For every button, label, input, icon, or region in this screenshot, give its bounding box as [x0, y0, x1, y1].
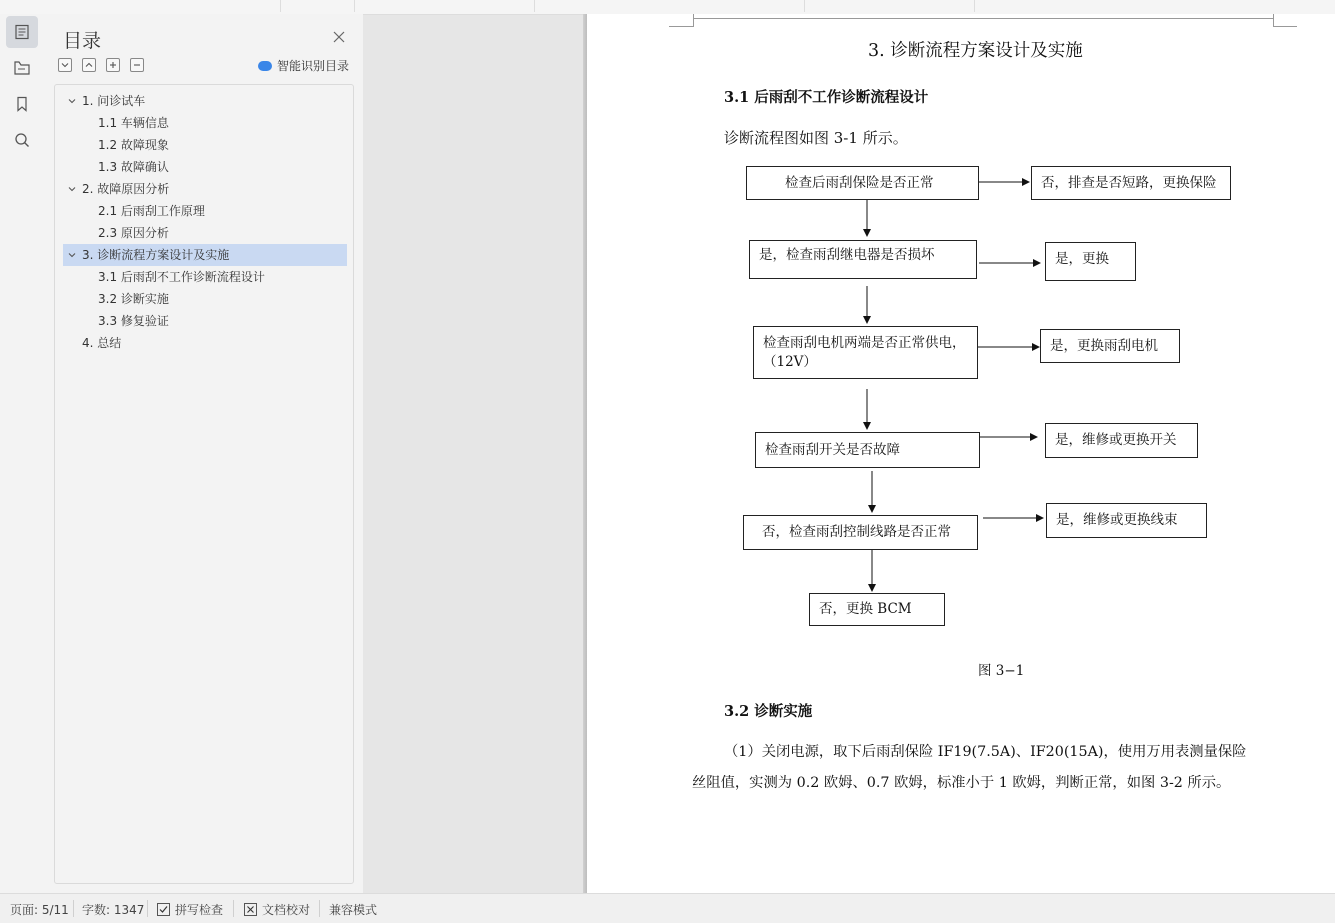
doc-proofread-button[interactable]: 文档校对	[244, 901, 310, 918]
divider	[319, 900, 320, 917]
add-heading-icon[interactable]	[106, 58, 120, 72]
toc-item-selected[interactable]: 3. 诊断流程方案设计及实施	[63, 244, 347, 266]
divider	[147, 900, 148, 917]
section-title: 3.2 诊断实施	[724, 703, 813, 720]
section-title: 3.1 后雨刮不工作诊断流程设计	[724, 89, 929, 106]
word-count[interactable]: 字数: 1347	[82, 903, 145, 917]
toc-list: 1. 问诊试车 1.1 车辆信息 1.2 故障现象 1.3 故障确认 2. 故障原因分析 2.1 后雨刮工作原理 2.3 原因分析 3. 诊断流程方案设计及实施 3.1 后雨刮不工作诊断流程设计 3.2 诊断实施 3.3 修复验证 4. 总结	[54, 84, 354, 884]
ruler-segment	[280, 0, 355, 12]
paragraph: 诊断流程图如图 3-1 所示。	[724, 129, 908, 147]
close-icon[interactable]	[332, 29, 346, 43]
paragraph-line: （1）关闭电源，取下后雨刮保险 IF19(7.5A)、IF20(15A)，使用万用表测量保险	[724, 744, 1247, 760]
smart-detect-toc-button[interactable]	[258, 57, 349, 74]
outline-icon[interactable]	[6, 52, 38, 84]
nav-icon-bar	[0, 14, 45, 893]
expand-up-icon[interactable]	[82, 58, 96, 72]
toc-view-icon[interactable]	[6, 16, 38, 48]
divider	[73, 900, 74, 917]
flow-outcome-box: 是，维修或更换线束	[1046, 503, 1207, 538]
checkbox-icon	[157, 903, 170, 916]
toc-panel	[44, 14, 363, 893]
divider	[233, 900, 234, 917]
compat-mode-label: 兼容模式	[329, 903, 378, 917]
status-bar	[0, 893, 1335, 923]
flow-step-box: 是，检查雨刮继电器是否损坏	[749, 240, 977, 279]
ruler-segment	[0, 0, 281, 12]
figure-caption: 图 3−1	[978, 663, 1025, 679]
ruler-segment	[804, 0, 975, 12]
bookmark-icon[interactable]	[6, 88, 38, 120]
chapter-title: 3. 诊断流程方案设计及实施	[868, 41, 1083, 61]
collapse-all-icon[interactable]	[58, 58, 72, 72]
ruler-segment	[354, 0, 535, 12]
search-icon[interactable]	[6, 124, 38, 156]
flow-outcome-box: 是，更换	[1045, 242, 1136, 281]
paragraph-line: 丝阻值，实测为 0.2 欧姆、0.7 欧姆，标准小于 1 欧姆，判断正常，如图 3-2 所示。	[692, 775, 1231, 791]
flow-step-box: 检查雨刮电机两端是否正常供电， （12V）	[753, 326, 978, 379]
flow-step-box: 否，检查雨刮控制线路是否正常	[743, 515, 978, 550]
flow-outcome-box: 是，维修或更换开关	[1045, 423, 1198, 458]
spell-check-button[interactable]: 拼写检查	[157, 901, 223, 918]
flow-step-box: 检查后雨刮保险是否正常	[746, 166, 979, 200]
top-ruler-strip	[0, 0, 1335, 15]
proofread-icon	[244, 903, 257, 916]
flow-outcome-box: 否，排查是否短路，更换保险	[1031, 166, 1231, 200]
flow-outcome-box: 是，更换雨刮电机	[1040, 329, 1180, 363]
flow-step-box: 检查雨刮开关是否故障	[755, 432, 980, 468]
document-page	[587, 14, 1335, 893]
remove-heading-icon[interactable]	[130, 58, 144, 72]
cloud-icon	[258, 61, 272, 71]
flow-step-box: 否，更换 BCM	[809, 593, 945, 626]
page-indicator[interactable]: 页面: 5/11	[10, 903, 69, 917]
smart-detect-label: 智能识别目录	[277, 59, 350, 73]
ruler-segment	[534, 0, 805, 12]
toc-title: 目录	[63, 30, 102, 52]
